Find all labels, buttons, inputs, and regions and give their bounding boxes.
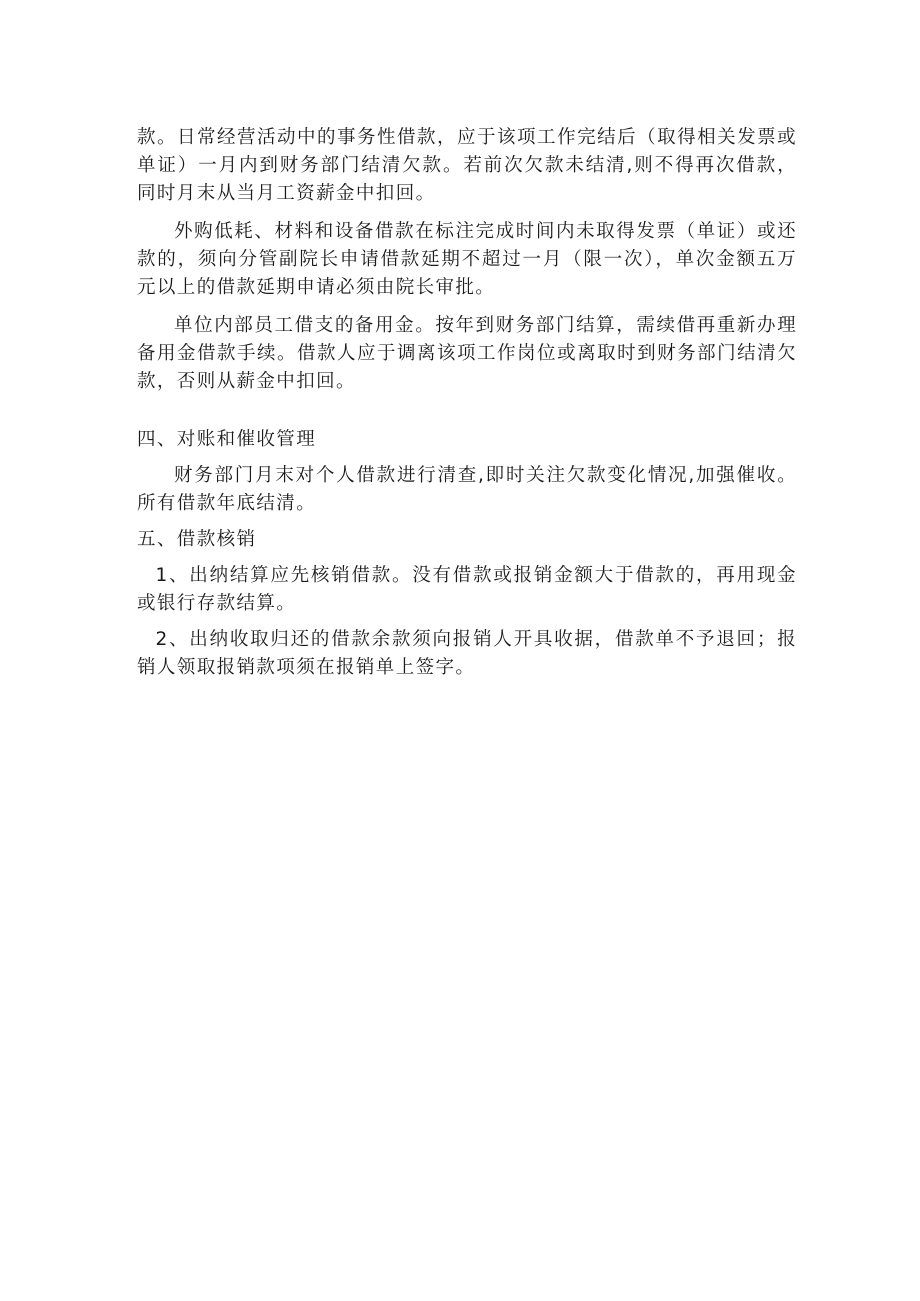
document-body (137, 124, 797, 682)
section-heading-loan-writeoff: 五、借款核销 (137, 529, 257, 550)
paragraph-purchase-loan-extension: 外购低耗、材料和设备借款在标注完成时间内未取得发票（单证）或还款的，须向分管副院长申请借款延期不超过一月（限一次），单次金额五万元以上的借款延期申请必须由院长审批。 (137, 221, 797, 298)
list-item-writeoff-2: 2、出纳收取归还的借款余款须向报销人开具收据，借款单不予退回；报销人领取报销款项须在报销单上签字。 (137, 629, 797, 678)
paragraph-petty-cash: 单位内部员工借支的备用金。按年到财务部门结算，需续借再重新办理备用金借款手续。借款人应于调离该项工作岗位或离取时到财务部门结清欠款，否则从薪金中扣回。 (137, 315, 797, 392)
paragraph-reconciliation: 财务部门月末对个人借款进行清查,即时关注欠款变化情况,加强催收。所有借款年底结清。 (137, 465, 797, 514)
paragraph-settlement-rules: 款。日常经营活动中的事务性借款，应于该项工作完结后（取得相关发票或单证）一月内到财务部门结清欠款。若前次欠款未结清,则不得再次借款，同时月末从当月工资薪金中扣回。 (137, 127, 797, 204)
section-heading-reconciliation: 四、对账和催收管理 (137, 429, 317, 450)
list-item-writeoff-1: 1、出纳结算应先核销借款。没有借款或报销金额大于借款的，再用现金或银行存款结算。 (137, 565, 797, 614)
